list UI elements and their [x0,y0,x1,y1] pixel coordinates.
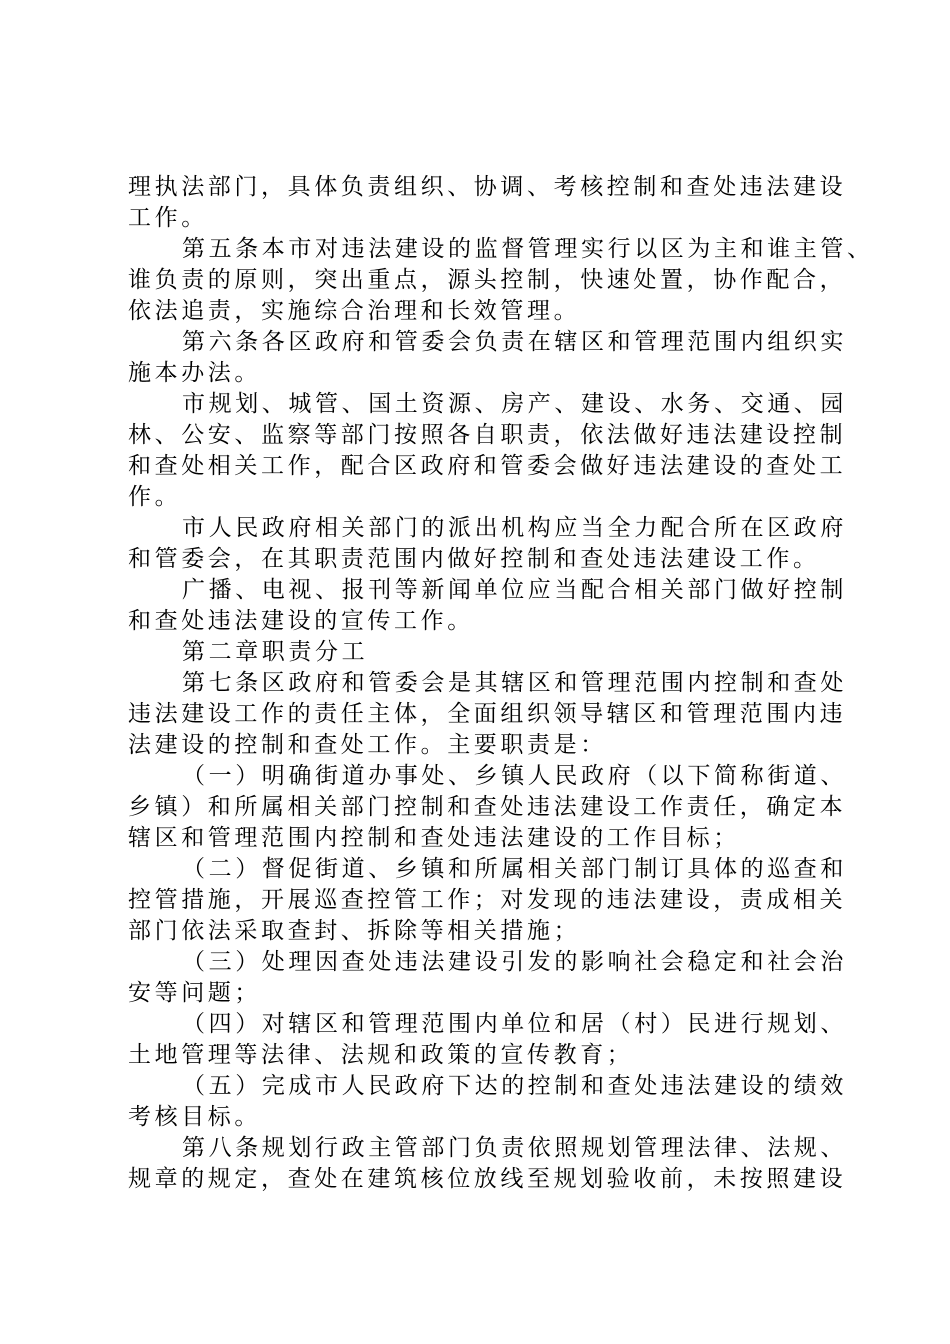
document-body [128,172,874,1195]
text-line: 广播、电视、报刊等新闻单位应当配合相关部门做好控制 [182,577,847,603]
text-line: 和查处违法建设的宣传工作。 [128,608,474,634]
text-line: 市人民政府相关部门的派出机构应当全力配合所在区政府 [182,515,847,541]
text-line: 林、公安、监察等部门按照各自职责，依法做好违法建设控制 [128,422,847,448]
text-line: 和管委会，在其职责范围内做好控制和查处违法建设工作。 [128,546,820,572]
text-line: 作。 [128,484,182,510]
text-line: 第二章职责分工 [182,639,369,665]
text-line: 依法追责，实施综合治理和长效管理。 [128,298,581,324]
text-line: 工作。 [128,205,208,231]
text-line: 土地管理等法律、法规和政策的宣传教育； [128,1042,634,1068]
text-line: 施本办法。 [128,360,261,386]
text-line: 谁负责的原则，突出重点，源头控制，快速处置，协作配合， [128,267,847,293]
text-line: 违法建设工作的责任主体，全面组织领导辖区和管理范围内违 [128,701,847,727]
text-line: 理执法部门，具体负责组织、协调、考核控制和查处违法建设 [128,174,847,200]
text-line: 和查处相关工作，配合区政府和管委会做好违法建设的查处工 [128,453,847,479]
text-line: （四）对辖区和管理范围内单位和居（村）民进行规划、 [182,1011,847,1037]
text-line: 市规划、城管、国土资源、房产、建设、水务、交通、园 [182,391,847,417]
text-line: （三）处理因查处违法建设引发的影响社会稳定和社会治 [182,949,847,975]
text-line: 乡镇）和所属相关部门控制和查处违法建设工作责任，确定本 [128,794,847,820]
text-line: 第七条区政府和管委会是其辖区和管理范围内控制和查处 [182,670,847,696]
text-line: 部门依法采取查封、拆除等相关措施； [128,918,581,944]
text-line: 规章的规定，查处在建筑核位放线至规划验收前，未按照建设 [128,1166,847,1192]
text-line: （一）明确街道办事处、乡镇人民政府（以下简称街道、 [182,763,847,789]
text-line: 安等问题； [128,980,261,1006]
text-line: 第六条各区政府和管委会负责在辖区和管理范围内组织实 [182,329,847,355]
text-line: （二）督促街道、乡镇和所属相关部门制订具体的巡查和 [182,856,847,882]
text-line: 法建设的控制和查处工作。主要职责是： [128,732,607,758]
text-line: （五）完成市人民政府下达的控制和查处违法建设的绩效 [182,1073,847,1099]
text-line: 第五条本市对违法建设的监督管理实行以区为主和谁主管、 [182,236,874,262]
text-line: 第八条规划行政主管部门负责依照规划管理法律、法规、 [182,1135,847,1161]
text-line: 控管措施，开展巡查控管工作；对发现的违法建设，责成相关 [128,887,847,913]
text-line: 考核目标。 [128,1104,261,1130]
text-line: 辖区和管理范围内控制和查处违法建设的工作目标； [128,825,740,851]
